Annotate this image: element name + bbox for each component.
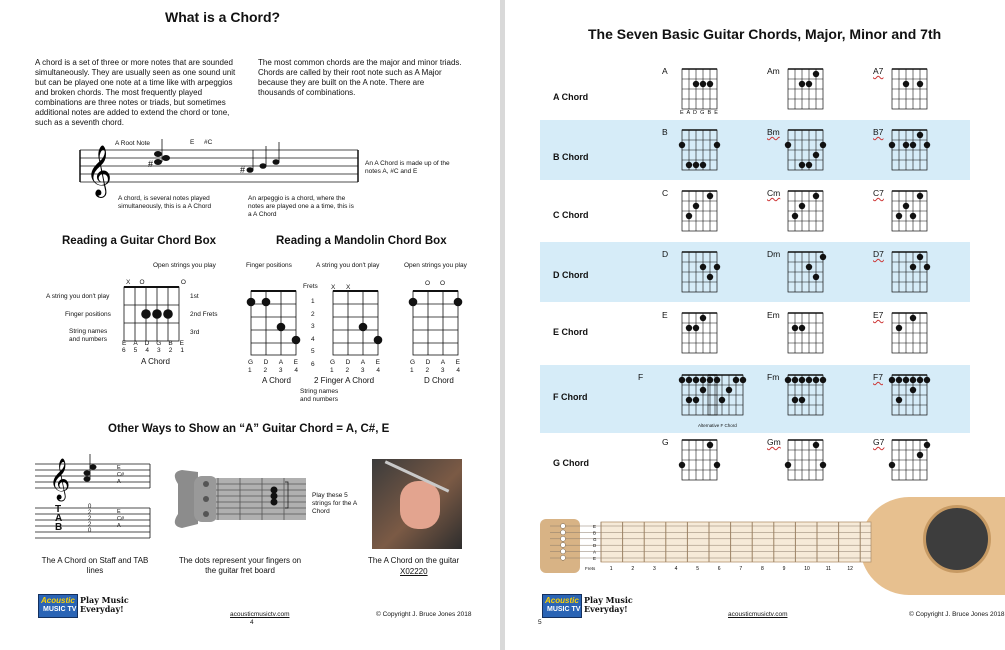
string-number: 5 [133, 347, 138, 354]
string-number: 4 [294, 367, 298, 374]
open-string-name: G [593, 536, 597, 542]
open-string-name: E [593, 524, 597, 529]
string-letter: G [248, 359, 254, 366]
tab-letter: A [55, 513, 63, 524]
string-number: 2 [263, 367, 268, 374]
tagline-line: Play Music [80, 595, 129, 605]
string-number: 1 [180, 347, 184, 354]
csharp-note-label: #C [204, 139, 213, 146]
svg-text:𝄞: 𝄞 [86, 145, 113, 196]
fretboard-neck [601, 522, 871, 562]
chord-label: A7 [873, 66, 884, 76]
string-number: 4 [145, 347, 149, 354]
page-number: 5 [538, 619, 542, 626]
note-name: A [117, 523, 121, 529]
tab-numbers [88, 504, 91, 534]
open-string-name: D [593, 543, 597, 549]
page-title: What is a Chord? [165, 9, 281, 25]
other-ways-heading: Other Ways to Show an “A” Guitar Chord = A, C#, E [108, 423, 390, 435]
note-name: E [117, 509, 121, 515]
page-title: The Seven Basic Guitar Chords, Major, Minor and 7th [588, 26, 942, 42]
tab-number: 2 [88, 522, 92, 528]
guitar-string-numbers [122, 347, 184, 355]
tagline-line: Everyday! [80, 604, 124, 614]
mandolin-o-mark: O [440, 280, 446, 287]
fret-number: 12 [847, 566, 853, 572]
fret-number: 3 [311, 323, 315, 330]
note-name: E [117, 465, 121, 471]
string-letter: B [168, 340, 173, 347]
note-name: C# [117, 516, 125, 522]
arpeggio-caption: An arpeggio is a chord, where the notes are played one a a time, this is a A Chord [248, 195, 354, 218]
svg-text:𝄞: 𝄞 [49, 459, 71, 500]
fret-1-label: 1st [190, 293, 199, 300]
string-number: 1 [410, 367, 414, 374]
tab-number: 2 [88, 510, 92, 516]
finger-dot [163, 309, 173, 319]
photo-caption: The A Chord on the guitar [368, 556, 460, 565]
tagline [584, 596, 633, 614]
string-letter: D [345, 359, 351, 366]
string-number: 2 [168, 347, 173, 354]
chord-label: Am [767, 66, 780, 76]
mandolin-dont-play: A string you don't play [316, 262, 380, 269]
string-letter: A [440, 359, 446, 366]
fret-number: 6 [717, 566, 721, 572]
note-name: C# [117, 472, 125, 478]
tab-note-names [117, 509, 124, 530]
play-these-note: Play these 5 strings for the A Chord [312, 492, 357, 515]
staff-side-note: An A Chord is made up of the notes A, #C and E [365, 160, 450, 175]
string-names-label: String names and numbers [69, 328, 108, 343]
logo-text: MUSIC TV [547, 606, 581, 613]
string-letter: E [179, 340, 184, 347]
tab-letter: B [55, 522, 63, 533]
fret-number: 4 [674, 566, 678, 572]
tuning-peg [561, 536, 566, 541]
chord-label: Bm [767, 127, 780, 137]
footer-url[interactable]: acousticmusictv.com [230, 611, 290, 618]
guitar-box-heading: Reading a Guitar Chord Box [62, 235, 216, 247]
fret-number: 10 [804, 566, 810, 572]
row-name-e: E Chord [553, 327, 588, 337]
intro-paragraph-2: The most common chords are the major and minor triads. Chords are called by their root note such as A Major because they are built on the A note. There are thousands of combinations. [258, 58, 462, 97]
acoustic-music-tv-logo[interactable] [38, 594, 78, 618]
logo-text: Acoustic [41, 596, 75, 605]
string-number: 1 [248, 367, 252, 374]
staff-tab-figure [35, 458, 155, 548]
mandolin-box-a [251, 291, 301, 357]
fretboard-caption: The dots represent your fingers on the guitar fret board [178, 556, 302, 575]
chord-label: E [662, 310, 668, 320]
mandolin-box-heading: Reading a Mandolin Chord Box [276, 235, 447, 247]
footer-url[interactable]: acousticmusictv.com [728, 611, 788, 618]
chord-label: B [662, 127, 668, 137]
string-letter: D [425, 359, 431, 366]
copyright: © Copyright J. Bruce Jones 2018 [376, 611, 472, 618]
mandolin-box-d [413, 291, 463, 357]
finger-dot [152, 309, 162, 319]
row-name-g: G Chord [553, 458, 589, 468]
left-page [0, 0, 500, 650]
tagline-line: Play Music [584, 595, 633, 605]
mandolin-numbers-a [248, 367, 298, 375]
finger-dot [141, 309, 151, 319]
copyright: © Copyright J. Bruce Jones 2018 [909, 611, 1005, 618]
mandolin-open-strings: Open strings you play [404, 262, 467, 269]
mandolin-caption-2finger: 2 Finger A Chord [314, 376, 375, 385]
fret-number: 9 [782, 566, 786, 572]
photo-code: X02220 [400, 567, 428, 576]
chord-label: G [662, 437, 669, 447]
chord-label: B7 [873, 127, 884, 137]
mandolin-x-mark: X [331, 284, 336, 291]
logo-text: MUSIC TV [43, 606, 77, 613]
fret-number: 5 [696, 566, 699, 572]
chord-label: D7 [873, 249, 884, 259]
fretboard [505, 0, 1005, 650]
open-string-name: B [593, 530, 597, 536]
string-number: 3 [157, 347, 161, 354]
mandolin-x-mark: X [346, 284, 351, 291]
guitar-box-caption: A Chord [141, 357, 170, 366]
top-mark: O [139, 279, 145, 286]
music-staff [80, 145, 360, 196]
acoustic-music-tv-logo[interactable] [542, 594, 582, 618]
top-mark: O [180, 279, 186, 286]
chord-label: E7 [873, 310, 884, 320]
a-chord-strings: E A D G B E [680, 110, 719, 116]
frets-label: Frets [585, 566, 596, 571]
fret-3-label: 3rd [190, 329, 200, 336]
string-number: 3 [278, 367, 283, 374]
dont-play-label: A string you don't play [46, 293, 110, 300]
mandolin-caption-d: D Chord [424, 376, 454, 385]
string-letter: D [144, 340, 150, 347]
chord-label: C7 [873, 188, 884, 198]
finger-positions-label: Finger positions [65, 311, 111, 318]
mandolin-numbers-c [410, 367, 460, 375]
tuning-peg [561, 530, 566, 535]
string-letter: E [375, 359, 380, 366]
string-number: 4 [456, 367, 460, 374]
open-strings-label: Open strings you play [153, 262, 216, 269]
string-letter: G [156, 340, 162, 347]
page-number: 4 [250, 619, 254, 626]
top-mark: X [126, 279, 131, 286]
headstock-illustration [170, 462, 310, 542]
a-chord-photo [372, 459, 462, 549]
fret-number: 2 [311, 310, 315, 318]
tab-letters [55, 505, 62, 532]
chord-label: D [662, 249, 669, 259]
string-number: 2 [345, 367, 350, 374]
chord-label: Dm [767, 249, 781, 259]
hand-shape [400, 481, 440, 529]
string-letter: E [122, 340, 127, 347]
chord-label: C [662, 188, 669, 198]
mandolin-letters-b [330, 359, 380, 367]
string-number: 3 [440, 367, 445, 374]
chord-label: F [638, 372, 644, 382]
intro-paragraph-1: A chord is a set of three or more notes that are sounded simultaneously. They are usually seen as one sound unit but can be played one note at a time like with arpeggios and broken chords. The most frequently played combinations are three notes or triads, but sometimes additional notes are added to extend the chord or tone, such as a seventh chord. [35, 58, 236, 127]
string-letter: D [263, 359, 269, 366]
guitar-top-marks [126, 279, 186, 287]
open-string-name: E [593, 556, 597, 561]
tuning-peg [561, 555, 566, 560]
fret-number: 1 [609, 566, 613, 572]
row-name-c: C Chord [553, 210, 589, 220]
tuning-peg [561, 524, 566, 529]
fret-2-label: 2nd Frets [190, 311, 218, 318]
fret-number: 11 [825, 566, 832, 572]
string-letter: A [278, 359, 284, 366]
tab-number: 2 [88, 516, 92, 522]
e-note-label: E [190, 139, 195, 146]
mandolin-letters-c [410, 359, 460, 367]
right-page [505, 0, 1005, 650]
open-string-name: A [593, 549, 597, 555]
mandolin-box-2-finger [333, 291, 383, 357]
chord-label: Fm [767, 372, 780, 382]
tab-number: 0 [88, 528, 92, 534]
row-name-f: F Chord [553, 392, 588, 402]
tuning-peg [561, 549, 566, 554]
svg-text:#: # [240, 165, 246, 175]
chord-label: Gm [767, 437, 781, 447]
chord-label: A [662, 66, 668, 76]
string-letter: G [330, 359, 336, 366]
fret-number: 6 [311, 360, 315, 368]
fret-number: 1 [311, 298, 315, 305]
string-letter: E [455, 359, 460, 366]
fret-number: 3 [653, 566, 656, 572]
root-note-label: A Root Note [115, 140, 151, 147]
string-letter: E [293, 359, 298, 366]
logo-text: Acoustic [545, 596, 579, 605]
frets-label: Frets [303, 283, 318, 290]
string-number: 4 [376, 367, 380, 374]
row-name-d: D Chord [553, 270, 589, 280]
mandolin-string-names: String names and numbers [300, 388, 339, 403]
tuning-peg [561, 543, 566, 548]
chord-label: Em [767, 310, 780, 320]
fret-number: 2 [631, 566, 635, 572]
string-letter: A [133, 340, 138, 347]
string-number: 1 [330, 367, 334, 374]
note-name: A [117, 479, 121, 485]
mandolin-o-mark: O [425, 280, 431, 287]
chord-caption: A chord, is several notes played simultaneously, this is a A Chord [118, 195, 212, 210]
alt-f-label: Alternative F Chord [698, 423, 737, 428]
row-name-b: B Chord [553, 152, 589, 162]
string-number: 2 [425, 367, 430, 374]
fret-number: 8 [761, 566, 764, 572]
mandolin-caption-a: A Chord [262, 376, 291, 385]
fret-number: 4 [311, 335, 315, 343]
guitar-chord-box [124, 287, 184, 343]
chord-label: F7 [873, 372, 883, 382]
tagline-line: Everyday! [584, 604, 628, 614]
svg-text:#: # [148, 159, 154, 169]
row-name-a: A Chord [553, 92, 589, 102]
tab-number: 0 [88, 504, 92, 510]
staff-note-names [117, 465, 124, 486]
string-number: 3 [360, 367, 365, 374]
tagline [80, 596, 129, 614]
staff-tab-caption: The A Chord on Staff and TAB lines [41, 556, 149, 575]
fret-number: 7 [739, 566, 743, 572]
string-letter: A [360, 359, 366, 366]
chord-label: G7 [873, 437, 885, 447]
tab-letter: T [55, 504, 62, 515]
string-number: 6 [122, 347, 126, 354]
chord-label: Cm [767, 188, 781, 198]
mandolin-numbers-b [330, 367, 380, 375]
fret-numbers [311, 296, 319, 371]
mandolin-finger-positions: Finger positions [246, 262, 292, 269]
fret-number: 5 [311, 348, 315, 355]
mandolin-letters-a [248, 359, 298, 367]
string-letter: G [410, 359, 416, 366]
